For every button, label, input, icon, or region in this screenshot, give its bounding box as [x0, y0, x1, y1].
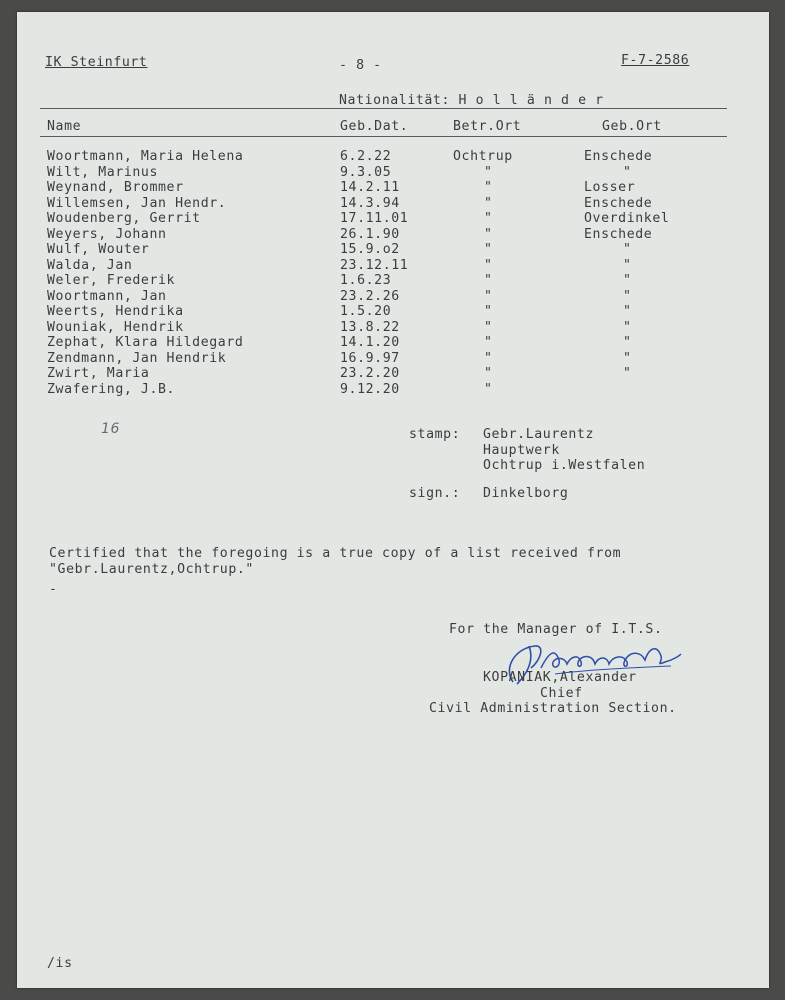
- row-birth-place: ": [623, 242, 632, 257]
- row-work-place: ": [484, 366, 493, 381]
- row-work-place: ": [484, 350, 493, 366]
- row-name: Weynand, Brommer: [47, 180, 184, 195]
- row-work-place: ": [484, 226, 493, 242]
- row-birth-date: 23.2.20: [340, 366, 400, 381]
- row-birth-place: ": [623, 257, 632, 273]
- nationality-heading: Nationalität: H o l l ä n d e r: [339, 93, 604, 108]
- row-birth-place: Overdinkel: [584, 211, 670, 226]
- stamp-line: Ochtrup i.Westfalen: [483, 458, 646, 473]
- manager-name: KOPANIAK,Alexander: [483, 670, 637, 685]
- row-name: Wilt, Marinus: [47, 164, 159, 180]
- certification-source: "Gebr.Laurentz,Ochtrup.": [49, 562, 254, 577]
- row-work-place: ": [484, 257, 493, 273]
- row-name: Wouniak, Hendrik: [47, 319, 184, 335]
- row-work-place: ": [484, 273, 493, 288]
- row-name: Zwirt, Maria: [47, 366, 150, 381]
- row-name: Weler, Frederik: [47, 273, 176, 288]
- row-work-place: ": [484, 304, 493, 319]
- row-birth-date: 17.11.01: [340, 211, 409, 226]
- column-header-birth-place: Geb.Ort: [602, 119, 662, 134]
- row-birth-place: ": [623, 319, 632, 335]
- row-name: Zwafering, J.B.: [47, 381, 176, 397]
- manager-title: Chief: [540, 686, 583, 701]
- table-header-rule: [40, 136, 727, 137]
- row-birth-date: 1.6.23: [340, 273, 392, 288]
- row-birth-place: Enschede: [584, 149, 653, 164]
- row-name: Woortmann, Maria Helena: [47, 149, 244, 164]
- row-work-place: Ochtrup: [453, 149, 513, 164]
- row-work-place: ": [484, 195, 493, 211]
- stamp-line: Gebr.Laurentz: [483, 427, 595, 442]
- row-work-place: ": [484, 164, 493, 180]
- signer-name: Dinkelborg: [483, 486, 569, 501]
- section-name: Civil Administration Section.: [429, 701, 677, 716]
- stamp-line: Hauptwerk: [483, 443, 560, 458]
- row-birth-date: 15.9.o2: [340, 242, 400, 257]
- row-work-place: ": [484, 335, 493, 350]
- page-number: - 8 -: [339, 58, 382, 73]
- row-work-place: ": [484, 242, 493, 257]
- row-birth-place: Losser: [584, 180, 636, 195]
- sign-label: sign.:: [409, 486, 461, 501]
- file-reference: F-7-2586: [621, 53, 690, 68]
- stamp-label: stamp:: [409, 427, 461, 442]
- document-page: [17, 12, 769, 988]
- row-birth-date: 13.8.22: [340, 319, 400, 335]
- row-name: Zendmann, Jan Hendrik: [47, 350, 227, 366]
- row-birth-place: ": [623, 288, 632, 304]
- row-birth-place: Enschede: [584, 226, 653, 242]
- row-birth-date: 23.12.11: [340, 257, 409, 273]
- row-name: Wulf, Wouter: [47, 242, 150, 257]
- row-name: Woortmann, Jan: [47, 288, 167, 304]
- row-birth-date: 6.2.22: [340, 149, 392, 164]
- for-manager-line: For the Manager of I.T.S.: [449, 622, 663, 637]
- typist-initials: /is: [47, 956, 73, 971]
- column-header-birth-date: Geb.Dat.: [340, 119, 409, 134]
- row-name: Zephat, Klara Hildegard: [47, 335, 244, 350]
- row-birth-date: 9.3.05: [340, 164, 392, 180]
- office-heading: IK Steinfurt: [45, 55, 148, 70]
- row-birth-place: ": [623, 335, 632, 350]
- certification-text: Certified that the foregoing is a true copy of a list received from: [49, 546, 622, 561]
- row-birth-date: 14.3.94: [340, 195, 400, 211]
- handwritten-page-mark: 16: [101, 421, 121, 437]
- row-work-place: ": [484, 211, 493, 226]
- row-name: Willemsen, Jan Hendr.: [47, 195, 227, 211]
- row-birth-date: 16.9.97: [340, 350, 400, 366]
- row-name: Weerts, Hendrika: [47, 304, 184, 319]
- row-name: Weyers, Johann: [47, 226, 167, 242]
- row-work-place: ": [484, 288, 493, 304]
- row-birth-place: ": [623, 164, 632, 180]
- row-birth-place: ": [623, 350, 632, 366]
- row-birth-date: 1.5.20: [340, 304, 392, 319]
- row-birth-date: 26.1.90: [340, 226, 400, 242]
- row-work-place: ": [484, 319, 493, 335]
- row-birth-date: 9.12.20: [340, 381, 400, 397]
- dash-mark: -: [49, 582, 58, 597]
- row-name: Walda, Jan: [47, 257, 133, 273]
- row-birth-place: ": [623, 304, 632, 319]
- row-birth-date: 14.2.11: [340, 180, 400, 195]
- row-work-place: ": [484, 381, 493, 397]
- row-birth-place: ": [623, 366, 632, 381]
- row-birth-place: ": [623, 273, 632, 288]
- column-header-work-place: Betr.Ort: [453, 119, 522, 134]
- row-birth-date: 14.1.20: [340, 335, 400, 350]
- row-birth-date: 23.2.26: [340, 288, 400, 304]
- row-birth-place: Enschede: [584, 195, 653, 211]
- row-work-place: ": [484, 180, 493, 195]
- column-header-name: Name: [47, 119, 82, 134]
- table-top-rule: [40, 108, 727, 109]
- row-name: Woudenberg, Gerrit: [47, 211, 201, 226]
